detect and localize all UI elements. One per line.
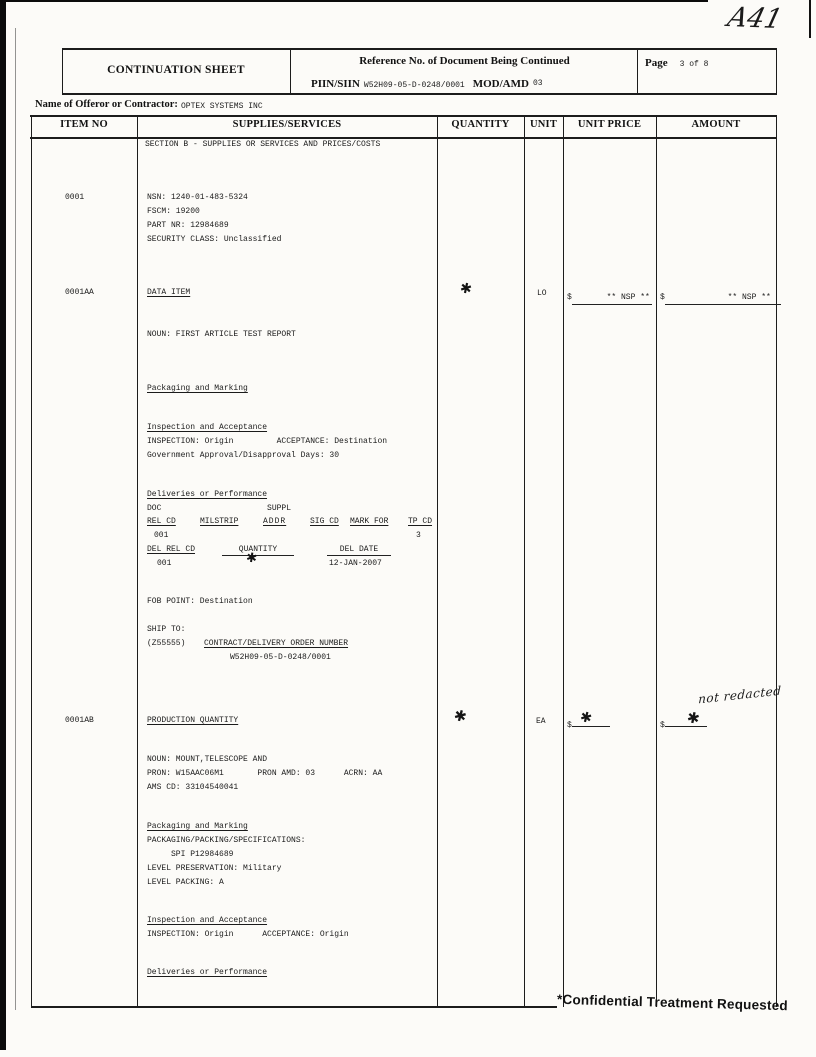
deliveries-header-0001ab: Deliveries or Performance <box>147 968 268 977</box>
page-label: Page <box>645 57 668 69</box>
del-quantity-redaction-mark: ✱ <box>245 550 258 567</box>
amount-value: ** NSP ** <box>727 293 771 302</box>
unit-price-value: ** NSP ** <box>606 293 650 302</box>
item-0001ab-amount <box>660 707 707 732</box>
inspection-line-0001ab: INSPECTION: Origin ACCEPTANCE: Origin <box>147 930 349 939</box>
col-header-unit-price: UNIT PRICE <box>577 119 642 130</box>
handwritten-page-mark: A41 <box>724 2 786 35</box>
piin-row <box>311 74 641 92</box>
header-box-top <box>62 48 777 50</box>
inspection-line-0001aa: INSPECTION: Origin ACCEPTANCE: Destination <box>147 437 388 446</box>
not-redacted-note: not redacted <box>697 683 782 707</box>
scan-edge-top <box>0 0 708 2</box>
col-divider-unitprice <box>563 115 564 1007</box>
col-divider-quantity <box>437 115 438 1007</box>
fob-point-line: FOB POINT: Destination <box>147 597 253 606</box>
deliveries-header-0001aa: Deliveries or Performance <box>147 490 268 499</box>
quantity-redaction-mark-0001aa: ✱ <box>458 279 474 299</box>
piin-value: W52H09-05-D-0248/0001 <box>363 81 465 90</box>
rel-cd-header: REL CD <box>147 517 176 526</box>
sig-cd-header: SIG CD <box>310 517 339 526</box>
nsn-line: NSN: 1240-01-483-5324 <box>147 193 248 202</box>
header-box-bottom <box>62 93 777 95</box>
table-bottom-line <box>31 1006 557 1008</box>
del-date-header: DEL DATE <box>327 538 391 556</box>
offeror-value: OPTEX SYSTEMS INC <box>181 102 263 111</box>
security-class-line: SECURITY CLASS: Unclassified <box>147 235 282 244</box>
offeror-label: Name of Offeror or Contractor: <box>35 99 178 110</box>
amount-currency: $ <box>660 293 665 302</box>
scan-edge-top-right <box>809 0 811 38</box>
quantity-redaction-mark-0001ab: ✱ <box>451 705 469 727</box>
amount-redaction-mark: ✱ <box>685 707 702 729</box>
gov-approval-line: Government Approval/Disapproval Days: 30 <box>147 451 340 460</box>
form-title: CONTINUATION SHEET <box>107 64 245 76</box>
item-0001ab-title: PRODUCTION QUANTITY <box>147 716 239 725</box>
item-0001ab-unit: EA <box>536 717 546 726</box>
tp-cd-header: TP CD <box>408 517 433 526</box>
table-top-line <box>30 115 777 117</box>
item-0001ab-unit-price <box>567 708 610 732</box>
col-header-item-no: ITEM NO <box>60 119 108 130</box>
ship-code: (Z55555) <box>147 639 186 648</box>
del-rel-cd-header: DEL REL CD <box>147 545 196 554</box>
del-rel-cd-value: 001 <box>157 559 172 568</box>
page-value: 3 of 8 <box>679 60 709 69</box>
col-divider-unit <box>524 115 525 1007</box>
col-header-amount: AMOUNT <box>691 119 741 130</box>
confidential-footer: *Confidential Treatment Requested <box>556 991 789 1014</box>
unit-price-currency-0001ab: $ <box>567 721 572 730</box>
scan-line-artifact <box>15 28 16 1010</box>
part-nr-line: PART NR: 12984689 <box>147 221 229 230</box>
pron-line: PRON: W15AAC06M1 PRON AMD: 03 ACRN: AA <box>147 769 383 778</box>
contract-order-header: CONTRACT/DELIVERY ORDER NUMBER <box>204 639 349 648</box>
addr-header: ADDR <box>263 517 287 526</box>
spi-line: SPI P12984689 <box>147 850 234 859</box>
doc-suppl-line: DOC SUPPL <box>147 504 292 513</box>
reference-title: Reference No. of Document Being Continued <box>359 55 570 67</box>
header-box-right <box>776 48 777 93</box>
item-0001aa-unit-price <box>567 286 652 305</box>
table-header-bottom-line <box>30 137 777 139</box>
mod-amd-label: MOD/AMD <box>472 78 529 90</box>
ship-to-line: SHIP TO: <box>147 625 186 634</box>
packaging-header-0001aa: Packaging and Marking <box>147 384 248 393</box>
del-date-value: 12-JAN-2007 <box>329 559 382 568</box>
milstrip-header: MILSTRIP <box>200 517 239 526</box>
amount-currency-0001ab: $ <box>660 721 665 730</box>
col-divider-amount <box>656 115 657 1007</box>
item-0001aa-unit: LO <box>537 289 547 298</box>
section-title: SECTION B - SUPPLIES OR SERVICES AND PRICES/COSTS <box>145 140 381 149</box>
ams-cd-line: AMS CD: 33104540041 <box>147 783 239 792</box>
item-0001-number: 0001 <box>65 193 85 202</box>
item-0001ab-number: 0001AB <box>65 716 94 725</box>
inspection-header-0001aa: Inspection and Acceptance <box>147 423 268 432</box>
table-border-left <box>31 115 32 1007</box>
unit-price-currency: $ <box>567 293 572 302</box>
level-packing-line: LEVEL PACKING: A <box>147 878 224 887</box>
mark-for-header: MARK FOR <box>350 517 389 526</box>
del-quantity-header: QUANTITY <box>222 538 294 556</box>
mod-amd-value: 03 <box>532 79 543 88</box>
noun-line-0001aa: NOUN: FIRST ARTICLE TEST REPORT <box>147 330 296 339</box>
level-preservation-line: LEVEL PRESERVATION: Military <box>147 864 282 873</box>
item-0001aa-title: DATA ITEM <box>147 288 191 297</box>
pack-specs-line: PACKAGING/PACKING/SPECIFICATIONS: <box>147 836 306 845</box>
page-cell <box>645 53 708 71</box>
col-header-quantity: QUANTITY <box>451 119 510 130</box>
contract-order-number: W52H09-05-D-0248/0001 <box>230 653 331 662</box>
piin-label: PIIN/SIIN <box>311 78 360 90</box>
col-header-unit: UNIT <box>529 119 558 130</box>
packaging-header-0001ab: Packaging and Marking <box>147 822 248 831</box>
fscm-line: FSCM: 19200 <box>147 207 200 216</box>
item-0001aa-amount <box>660 286 781 305</box>
unit-price-redaction-mark: ✱ <box>578 708 594 728</box>
col-divider-itemno <box>137 115 138 1007</box>
item-0001aa-number: 0001AA <box>65 288 94 297</box>
tp-cd-value: 3 <box>416 531 421 540</box>
scan-edge-left <box>0 0 6 1050</box>
noun-line-0001ab: NOUN: MOUNT,TELESCOPE AND <box>147 755 268 764</box>
rel-cd-value: 001 <box>154 531 169 540</box>
table-border-right <box>776 115 777 1007</box>
col-header-supplies: SUPPLIES/SERVICES <box>232 119 342 130</box>
inspection-header-0001ab: Inspection and Acceptance <box>147 916 268 925</box>
